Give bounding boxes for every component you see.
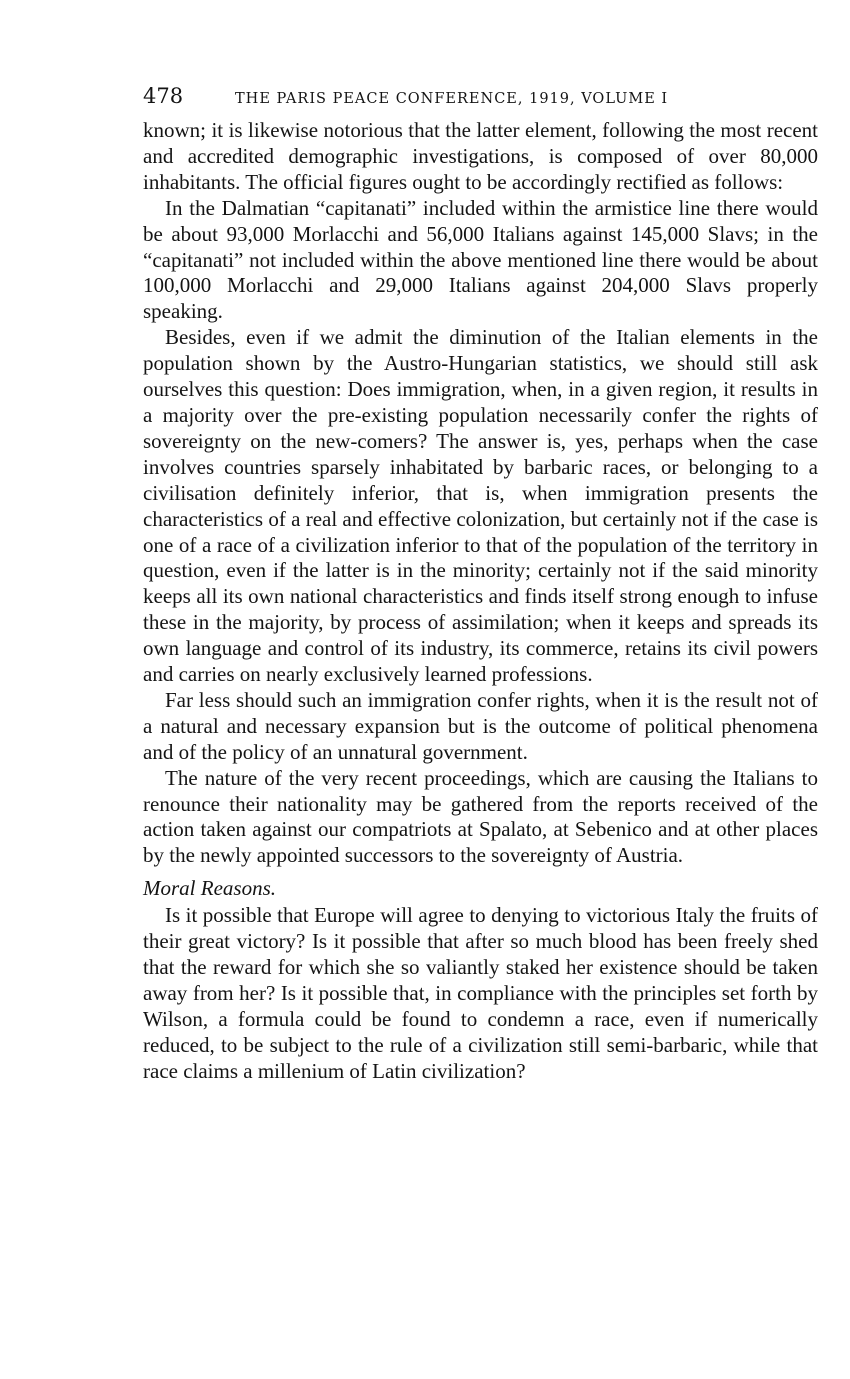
page-number: 478 xyxy=(143,84,184,108)
running-head xyxy=(143,84,818,118)
paragraph-dalmatian-figures: In the Dalmatian “capitanati” included within the armistice line there would be about 93,000 Morlacchi and 56,000 Italians against 145,000 Slavs; in the “capitanati” not included within the above mentioned line there would be about 100,000 Morlacchi and 29,000 Italians against 204,000 Slavs properly speaking. xyxy=(143,195,818,324)
paragraph-continuation: known; it is likewise notorious that the latter element, following the most recent and accredited demographic investigations, is composed of over 80,000 inhabitants. The official figures ought to be accordingly rectified as follows: xyxy=(143,118,818,194)
running-title: THE PARIS PEACE CONFERENCE, 1919, VOLUME I xyxy=(235,91,669,107)
body-text xyxy=(143,118,818,1085)
paragraph-immigration-question: Besides, even if we admit the diminution of the Italian elements in the population shown by the Austro-Hungarian statistics, we should still ask ourselves this question: Does immigration, when, in a given region, it results in a majority over the pre-existing population necessarily confer the rights of sovereignty on the new-comers? The answer is, yes, perhaps when the case involves countries sparsely inhabitated by barbaric races, or belonging to a civilisation definitely inferior, that is, when immigration presents the characteristics of a real and effective colonization, but certainly not if the case is one of a race of a civilization inferior to that of the population of the territory in question, even if the latter is in the minority; certainly not if the said minority keeps all its own national characteristics and finds itself strong enough to infuse these in the majority, by process of assimilation; when it keeps and spreads its own language and control of its industry, its commerce, retains its civil powers and carries on nearly exclusively learned professions. xyxy=(143,325,818,687)
section-heading-moral-reasons: Moral Reasons. xyxy=(143,876,276,901)
document-page xyxy=(143,84,818,1085)
paragraph-immigration-rights: Far less should such an immigration confer rights, when it is the result not of a natural and necessary expansion but is the outcome of political phenomena and of the policy of an unnatural government. xyxy=(143,687,818,764)
paragraph-moral-reasons: Is it possible that Europe will agree to denying to victorious Italy the fruits of their great victory? Is it possible that after so much blood has been freely shed that the reward for which she so valiantly staked her existence should be taken away from her? Is it possible that, in compliance with the principles set forth by Wilson, a formula could be found to condemn a race, even if numerically reduced, to be subject to the rule of a civilization still semi-barbaric, while that race claims a millenium of Latin civilization? xyxy=(143,903,818,1083)
paragraph-recent-proceedings: The nature of the very recent proceedings, which are causing the Italians to renounce their nationality may be gathered from the reports received of the action taken against our compatriots at Spalato, at Sebenico and at other places by the newly appointed successors to the sovereignty of Austria. xyxy=(143,765,818,868)
